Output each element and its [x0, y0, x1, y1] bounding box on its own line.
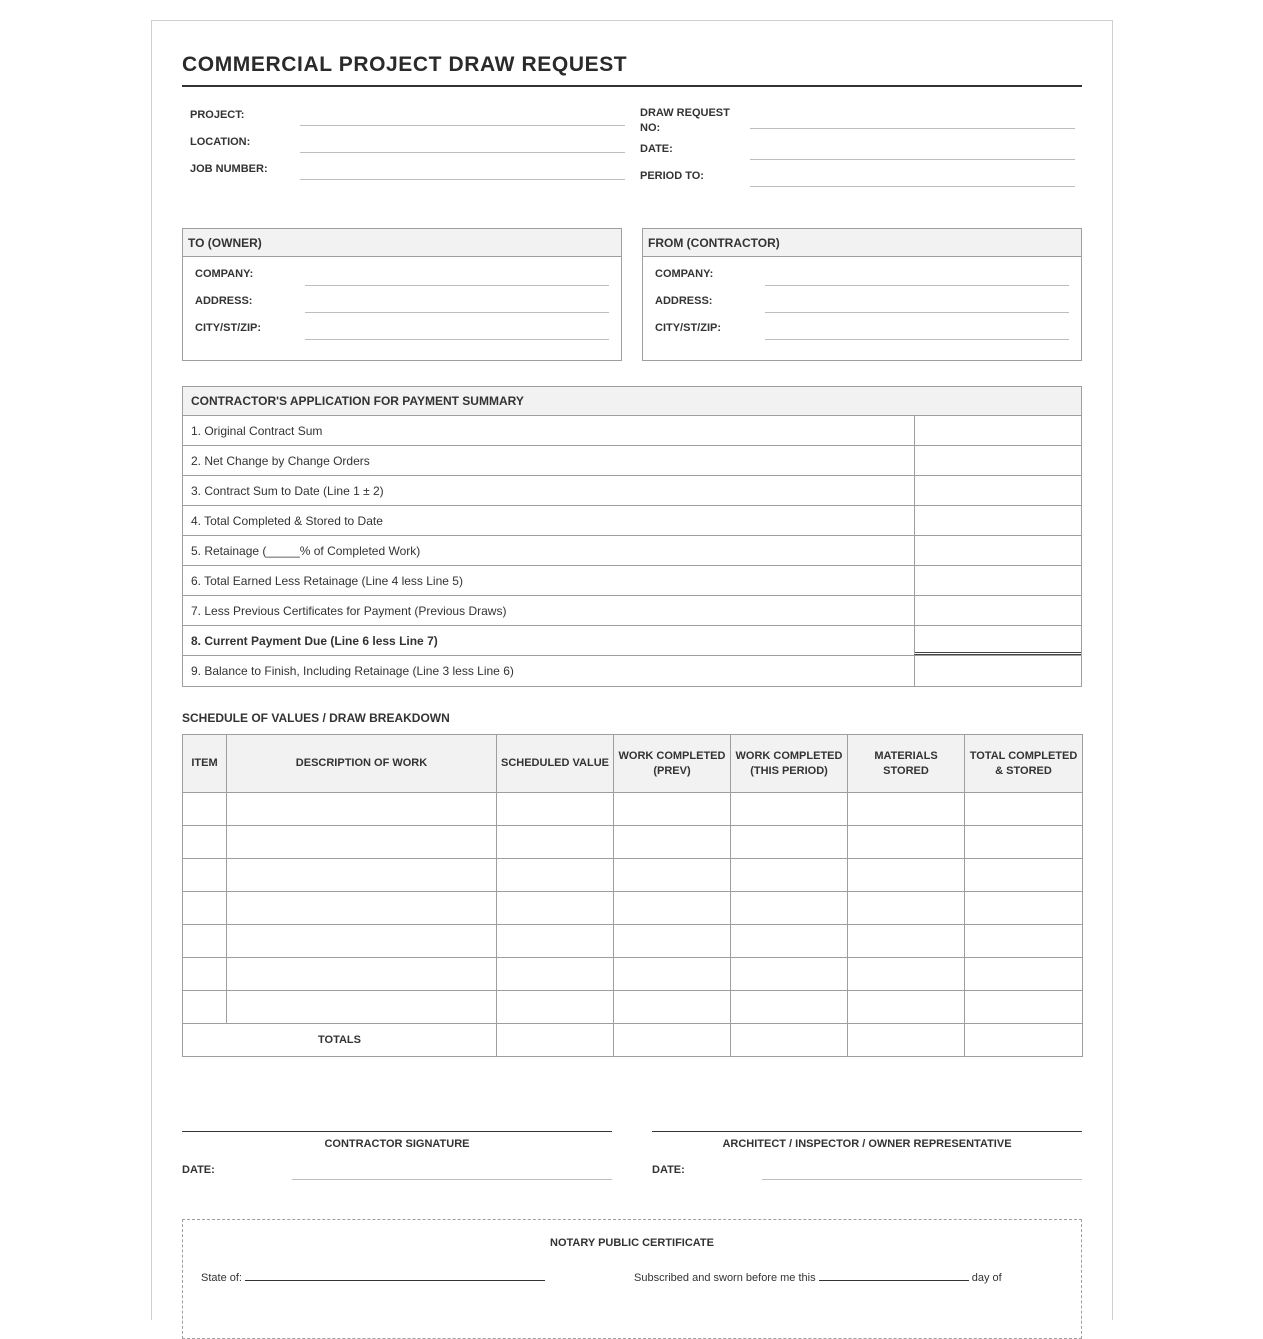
totals-cell[interactable] [848, 1024, 965, 1057]
contractor-city-field[interactable] [765, 339, 1069, 340]
owner-city-field[interactable] [305, 339, 609, 340]
summary-row [183, 446, 1081, 476]
owner-city-row [195, 322, 609, 349]
table-cell[interactable] [497, 991, 614, 1024]
col-header-total-completed: TOTAL COMPLETED & STORED [965, 735, 1083, 793]
table-cell[interactable] [731, 958, 848, 991]
summary-row-label: 2. Net Change by Change Orders [191, 454, 370, 468]
table-cell[interactable] [965, 826, 1083, 859]
summary-row-value[interactable] [914, 476, 1081, 505]
summary-row-value[interactable] [914, 626, 1081, 655]
summary-row-label: 3. Contract Sum to Date (Line 1 ± 2) [191, 484, 384, 498]
date-field[interactable] [750, 159, 1075, 160]
location-field[interactable] [300, 152, 625, 153]
table-cell[interactable] [848, 925, 965, 958]
table-cell[interactable] [614, 793, 731, 826]
notary-day-of-label: day of [971, 1272, 1002, 1284]
table-cell[interactable] [848, 793, 965, 826]
notary-title: NOTARY PUBLIC CERTIFICATE [550, 1237, 714, 1249]
table-cell[interactable] [614, 925, 731, 958]
owner-address-row [195, 295, 609, 322]
architect-signature-block [652, 1131, 1082, 1194]
owner-city-label: CITY/ST/ZIP: [195, 322, 261, 334]
summary-row-value[interactable] [914, 596, 1081, 625]
table-cell[interactable] [497, 958, 614, 991]
table-cell[interactable] [848, 892, 965, 925]
contractor-company-label: COMPANY: [655, 268, 714, 280]
table-cell[interactable] [497, 859, 614, 892]
col-header-work-this-period: WORK COMPLETED (THIS PERIOD) [731, 735, 848, 793]
contractor-signature-line[interactable] [182, 1131, 612, 1132]
summary-row [183, 656, 1081, 686]
owner-box [182, 228, 622, 361]
contractor-date-row [182, 1164, 612, 1194]
notary-state-row [201, 1272, 545, 1284]
table-cell[interactable] [227, 892, 497, 925]
table-row [183, 859, 1083, 892]
table-cell[interactable] [848, 826, 965, 859]
totals-label: TOTALS [183, 1024, 497, 1057]
architect-date-label: DATE: [652, 1164, 685, 1176]
totals-cell[interactable] [731, 1024, 848, 1057]
summary-row-label: 8. Current Payment Due (Line 6 less Line 7) [191, 634, 438, 648]
summary-row [183, 566, 1081, 596]
contractor-city-label: CITY/ST/ZIP: [655, 322, 721, 334]
summary-row-current-payment [183, 626, 1081, 656]
table-row [183, 826, 1083, 859]
col-header-work-prev: WORK COMPLETED (PREV) [614, 735, 731, 793]
table-cell[interactable] [965, 793, 1083, 826]
summary-row-value[interactable] [914, 446, 1081, 475]
summary-row-value[interactable] [914, 506, 1081, 535]
notary-state-label: State of: [201, 1272, 242, 1284]
owner-company-field[interactable] [305, 285, 609, 286]
table-cell[interactable] [731, 892, 848, 925]
table-cell[interactable] [497, 925, 614, 958]
summary-row-label: 5. Retainage (_____% of Completed Work) [191, 544, 421, 558]
summary-row [183, 596, 1081, 626]
table-cell[interactable] [614, 826, 731, 859]
architect-date-row [652, 1164, 1082, 1194]
owner-address-label: ADDRESS: [195, 295, 253, 307]
table-cell[interactable] [731, 925, 848, 958]
table-cell[interactable] [614, 958, 731, 991]
table-cell[interactable] [497, 793, 614, 826]
table-cell[interactable] [848, 859, 965, 892]
owner-company-label: COMPANY: [195, 268, 254, 280]
draw-request-field[interactable] [750, 128, 1075, 129]
owner-address-field[interactable] [305, 312, 609, 313]
table-cell[interactable] [227, 826, 497, 859]
contractor-company-row [655, 268, 1069, 295]
col-header-description: DESCRIPTION OF WORK [227, 735, 497, 793]
table-cell[interactable] [614, 859, 731, 892]
table-cell[interactable] [183, 826, 227, 859]
summary-row [183, 536, 1081, 566]
table-row [183, 958, 1083, 991]
table-cell[interactable] [227, 925, 497, 958]
table-cell[interactable] [731, 859, 848, 892]
table-cell[interactable] [227, 793, 497, 826]
table-cell[interactable] [183, 859, 227, 892]
location-label: LOCATION: [190, 136, 251, 148]
draw-request-row [640, 106, 1075, 143]
summary-row-label: 9. Balance to Finish, Including Retainage (Line 3 less Line 6) [191, 664, 514, 678]
contractor-city-row [655, 322, 1069, 349]
contractor-date-field[interactable] [292, 1179, 612, 1180]
summary-row-value[interactable] [914, 656, 1081, 686]
page-title: COMMERCIAL PROJECT DRAW REQUEST [182, 53, 1082, 87]
draw-info [640, 106, 1075, 197]
architect-signature-caption: ARCHITECT / INSPECTOR / OWNER REPRESENTATIVE [722, 1138, 1012, 1150]
table-cell[interactable] [848, 958, 965, 991]
contractor-box [642, 228, 1082, 361]
schedule-title: SCHEDULE OF VALUES / DRAW BREAKDOWN [182, 711, 450, 725]
col-header-materials-stored: MATERIALS STORED [848, 735, 965, 793]
table-cell[interactable] [848, 991, 965, 1024]
table-row [183, 925, 1083, 958]
draw-request-label-line1: DRAW REQUEST [640, 107, 730, 119]
contractor-signature-caption: CONTRACTOR SIGNATURE [324, 1138, 470, 1150]
summary-row-label: 6. Total Earned Less Retainage (Line 4 less Line 5) [191, 574, 463, 588]
summary-row-label: 7. Less Previous Certificates for Payment (Previous Draws) [191, 604, 507, 618]
draw-request-label [640, 106, 730, 136]
table-cell[interactable] [227, 859, 497, 892]
table-cell[interactable] [731, 793, 848, 826]
summary-row-value[interactable] [914, 536, 1081, 565]
notary-subscribed-label: Subscribed and sworn before me this [634, 1272, 816, 1284]
job-number-field[interactable] [300, 179, 625, 180]
summary-title: CONTRACTOR'S APPLICATION FOR PAYMENT SUMMARY [183, 387, 1081, 416]
table-cell[interactable] [965, 958, 1083, 991]
date-row [640, 143, 1075, 170]
summary-row-label: 1. Original Contract Sum [191, 424, 323, 438]
table-cell[interactable] [731, 991, 848, 1024]
period-to-field[interactable] [750, 186, 1075, 187]
table-cell[interactable] [965, 892, 1083, 925]
table-cell[interactable] [497, 826, 614, 859]
notary-certificate [182, 1219, 1082, 1339]
schedule-table [182, 734, 1083, 1057]
totals-cell[interactable] [614, 1024, 731, 1057]
owner-company-row [195, 268, 609, 295]
table-cell[interactable] [614, 892, 731, 925]
totals-cell[interactable] [965, 1024, 1083, 1057]
summary-row-label: 4. Total Completed & Stored to Date [191, 514, 383, 528]
project-row [190, 109, 625, 136]
col-header-scheduled-value: SCHEDULED VALUE [497, 735, 614, 793]
owner-box-body [183, 257, 621, 349]
table-row [183, 991, 1083, 1024]
totals-row [183, 1024, 1083, 1057]
notary-day-field[interactable] [819, 1280, 969, 1281]
contractor-signature-block [182, 1131, 612, 1194]
summary-row-value[interactable] [914, 416, 1081, 445]
table-cell[interactable] [965, 859, 1083, 892]
notary-state-field[interactable] [245, 1280, 545, 1281]
summary-row [183, 506, 1081, 536]
totals-cell[interactable] [497, 1024, 614, 1057]
draw-request-label-line2: NO: [640, 122, 661, 134]
notary-subscribed-row [634, 1272, 1002, 1284]
table-cell[interactable] [965, 991, 1083, 1024]
summary-row [183, 476, 1081, 506]
location-row [190, 136, 625, 163]
project-info [190, 109, 625, 190]
table-cell[interactable] [614, 991, 731, 1024]
table-cell[interactable] [227, 991, 497, 1024]
table-row [183, 892, 1083, 925]
contractor-company-field[interactable] [765, 285, 1069, 286]
contractor-box-body [643, 257, 1081, 349]
table-cell[interactable] [731, 826, 848, 859]
table-cell[interactable] [965, 925, 1083, 958]
table-cell[interactable] [183, 991, 227, 1024]
contractor-date-label: DATE: [182, 1164, 215, 1176]
col-header-item: ITEM [183, 735, 227, 793]
job-number-label: JOB NUMBER: [190, 163, 268, 175]
table-cell[interactable] [183, 925, 227, 958]
table-row [183, 793, 1083, 826]
contractor-address-row [655, 295, 1069, 322]
payment-summary [182, 386, 1082, 687]
table-cell[interactable] [183, 958, 227, 991]
architect-date-field[interactable] [762, 1179, 1082, 1180]
summary-row [183, 416, 1081, 446]
table-cell[interactable] [183, 793, 227, 826]
table-cell[interactable] [227, 958, 497, 991]
job-number-row [190, 163, 625, 190]
period-to-row [640, 170, 1075, 197]
project-label: PROJECT: [190, 109, 245, 121]
period-to-label: PERIOD TO: [640, 170, 704, 182]
owner-box-title: TO (OWNER) [183, 229, 621, 257]
schedule-header-row [183, 735, 1083, 793]
form-sheet [151, 20, 1113, 1320]
contractor-address-label: ADDRESS: [655, 295, 713, 307]
date-label: DATE: [640, 143, 673, 155]
contractor-address-field[interactable] [765, 312, 1069, 313]
architect-signature-line[interactable] [652, 1131, 1082, 1132]
table-cell[interactable] [497, 892, 614, 925]
contractor-box-title: FROM (CONTRACTOR) [643, 229, 1081, 257]
table-cell[interactable] [183, 892, 227, 925]
summary-row-value[interactable] [914, 566, 1081, 595]
project-field[interactable] [300, 125, 625, 126]
